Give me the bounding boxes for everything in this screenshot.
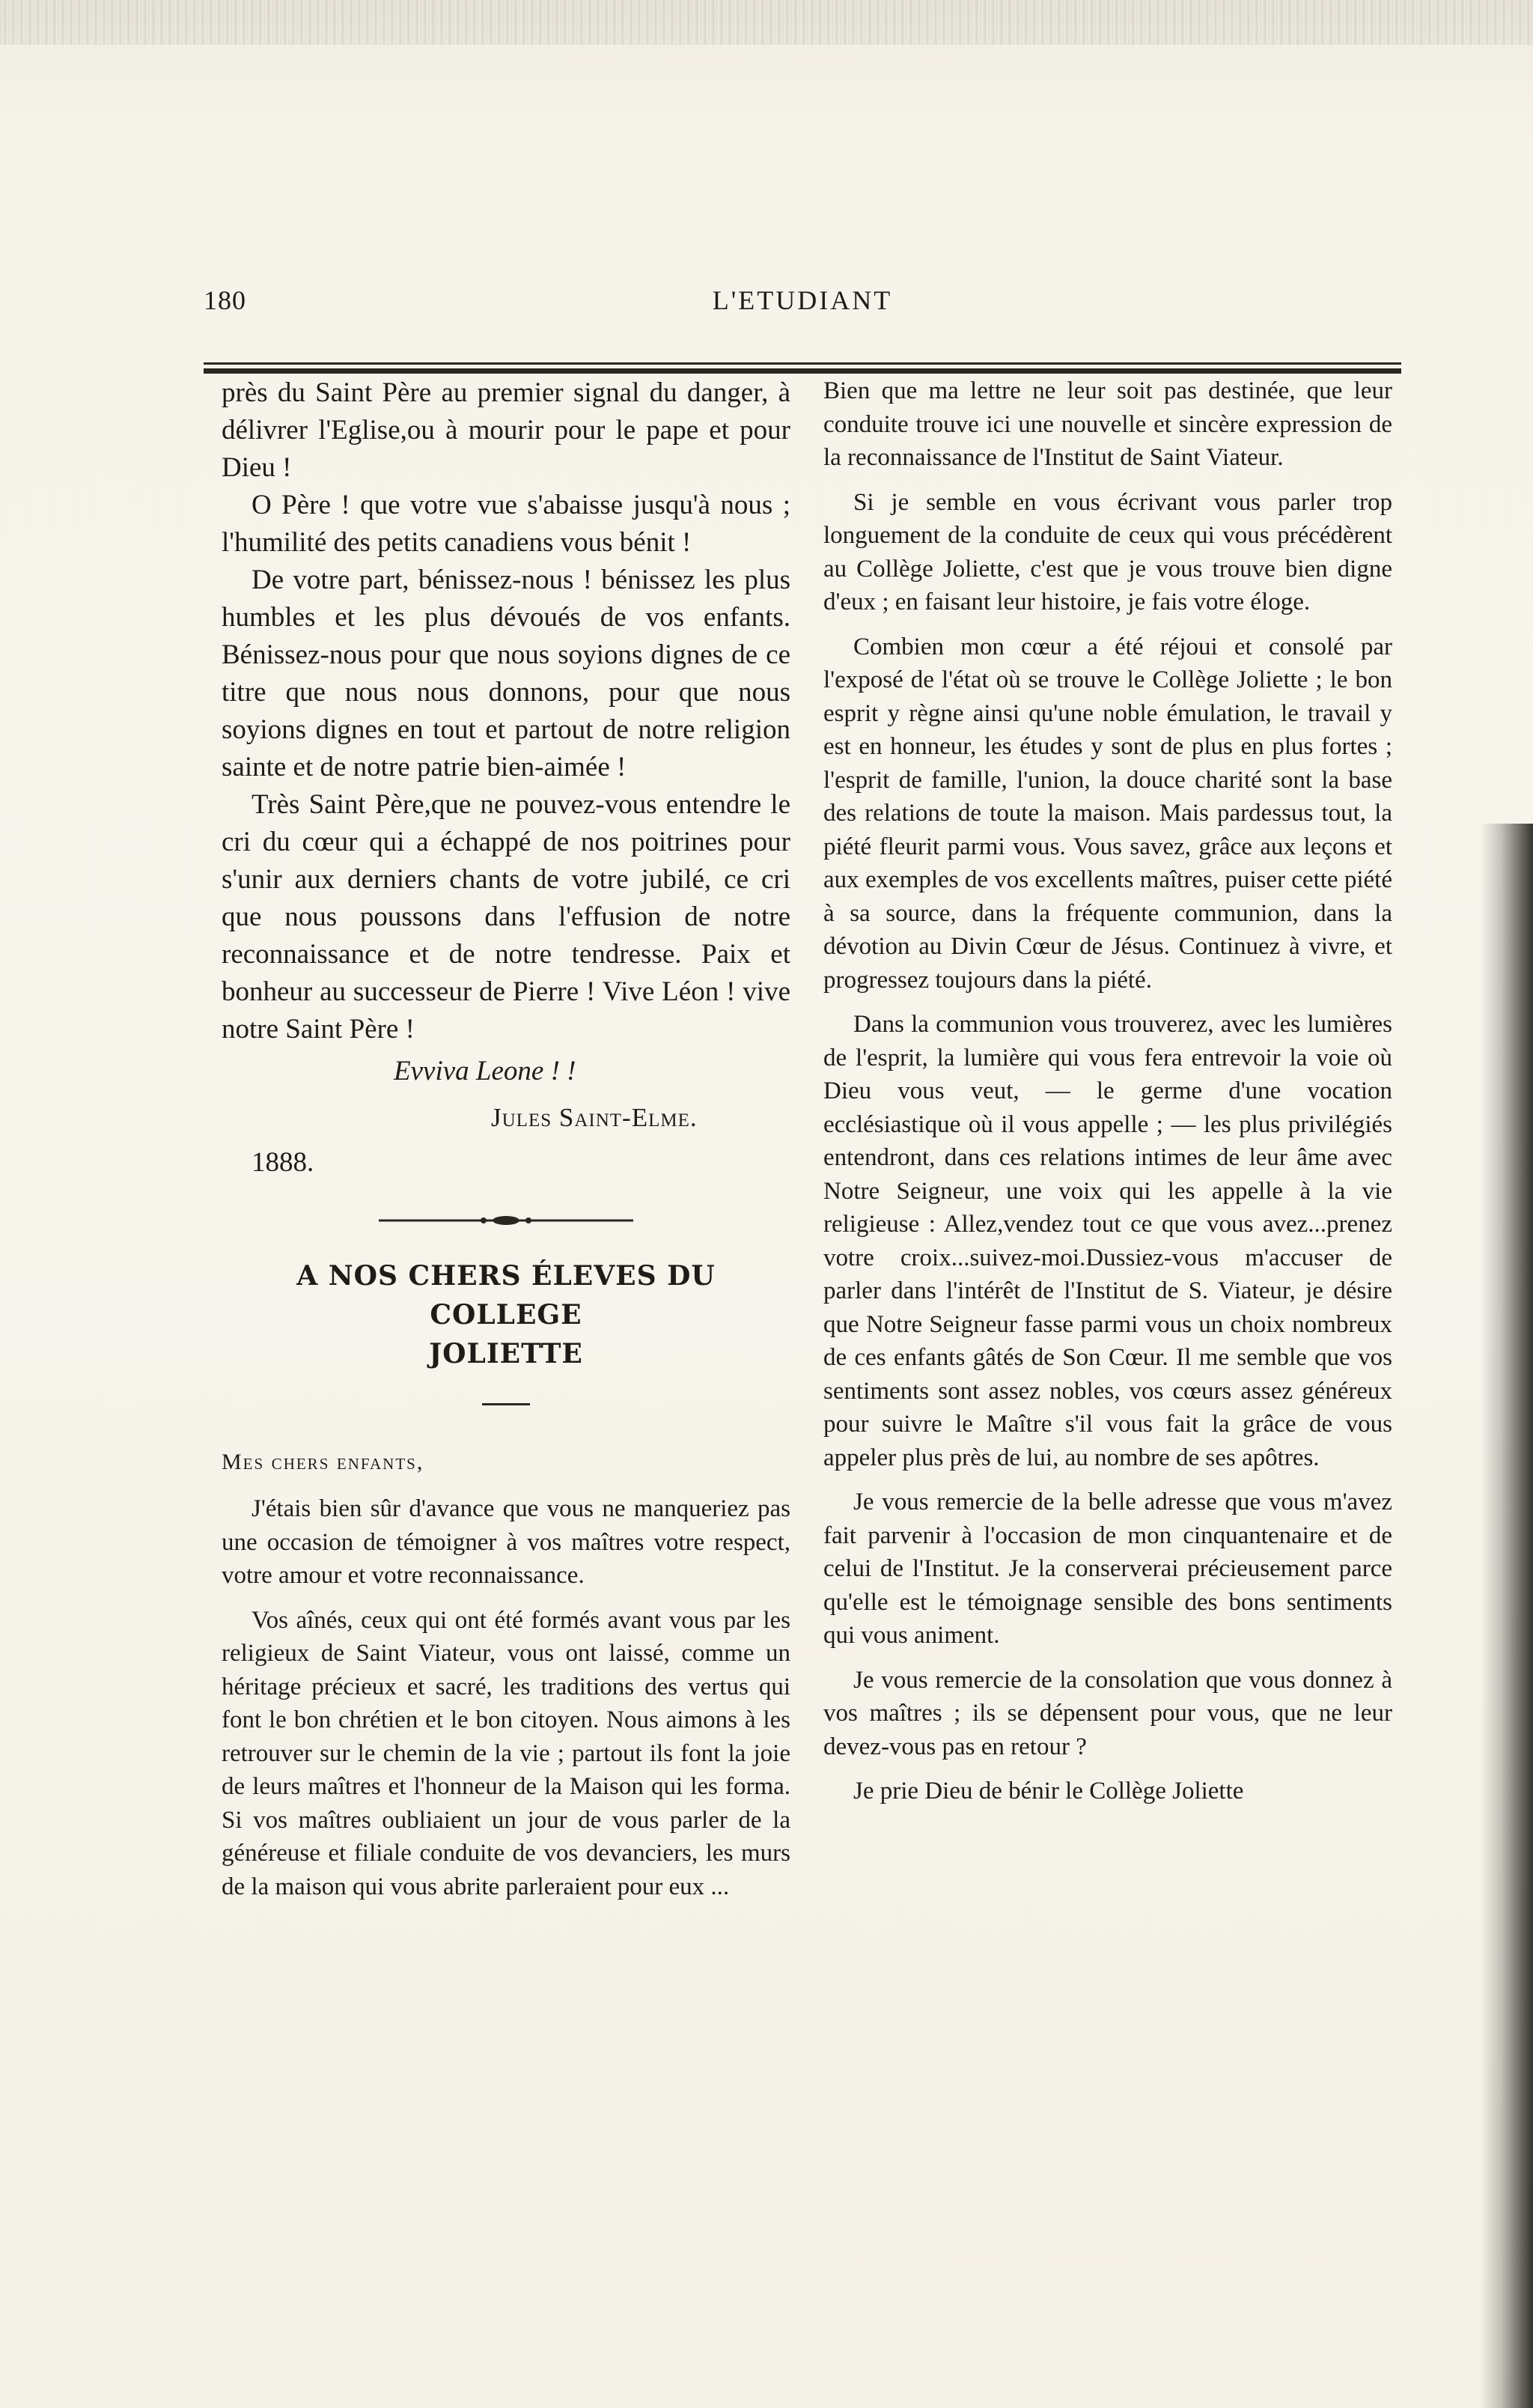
letter-continuation xyxy=(222,374,790,1048)
page-header xyxy=(204,285,1401,329)
paragraph: O Père ! que votre vue s'abaisse jusqu'à nous ; l'humilité des petits canadiens vous bénit ! xyxy=(222,490,790,558)
paragraph: près du Saint Père au premier signal du danger, à délivrer l'Eglise,ou à mourir pour le pape et pour Dieu ! xyxy=(222,377,790,483)
paragraph: Bien que ma lettre ne leur soit pas destinée, que leur conduite trouve ici une nouvelle et sincère expression de la reconnaissance de l'Institut de Saint Viateur. xyxy=(823,377,1392,471)
paragraph: Dans la communion vous trouverez, avec les lumières de l'esprit, la lumière qui vous fera entrevoir la voie où Dieu vous veut, — le germe d'une vocation ecclésiastique où il vous appelle ; — les plus privilégiés entendront, dans ces relations intimes de leur âme avec Notre Seigneur, une voix qui les appelle à la vie religieuse : Allez,vendez tout ce que vous avez...prenez votre croix...suivez-moi.Dussiez-vous m'accuser de parler dans l'intérêt de l'Institut de S. Viateur, je désire que Notre Seigneur fasse parmi vous un choix nombreux de ces enfants gâtés de Son Cœur. Il me semble que vos sentiments sont assez nobles, vos cœurs assez généreux pour suivre le Maître s'il vous fait la grâce de vous appeler plus près de lui, au nombre de ses apôtres. xyxy=(823,1011,1392,1471)
title-rule xyxy=(482,1403,530,1405)
article-title-line: JOLIETTE xyxy=(429,1338,583,1369)
header-rule-thin xyxy=(204,362,1401,365)
scan-noise-top xyxy=(0,0,1533,45)
paragraph: Combien mon cœur a été réjoui et consolé par l'exposé de l'état où se trouve le Collège Joliette ; le bon esprit y règne ainsi qu'une noble émulation, le travail y est en honneur, les études y sont de plus en plus fortes ; l'esprit de famille, l'union, la douce charité sont la base des relations de toute la maison. Mais pardessus tout, la piété fleurit parmi vous. Vous savez, grâce aux leçons et aux exemples de vos excellents maîtres, puiser cette piété à sa source, dans la fréquente communion, dans la dévotion au Divin Cœur de Jésus. Continuez à vivre, et progressez toujours dans la piété. xyxy=(823,633,1392,994)
scan-edge-shadow xyxy=(1481,824,1533,2408)
exclamation: Evviva Leone ! ! xyxy=(394,1056,576,1086)
paragraph: Très Saint Père,que ne pouvez-vous entendre le cri du cœur qui a échappé de nos poitrines pour s'unir aux derniers chants de votre jubilé, ce cri que nous poussons dans l'effusion de notre reconnaissance et de notre tendresse. Paix et bonheur au successeur de Pierre ! Vive Léon ! vive notre Saint Père ! xyxy=(222,789,790,1045)
signature: Jules Saint-Elme. xyxy=(491,1103,698,1132)
left-column xyxy=(222,374,790,1915)
paragraph: Je vous remercie de la consolation que vous donnez à vos maîtres ; ils se dépensent pour vous, que ne leur devez-vous pas en retour ? xyxy=(823,1666,1392,1760)
ornament-divider xyxy=(379,1211,633,1229)
paragraph: De votre part, bénissez-nous ! bénissez les plus humbles et les plus dévoués de vos enfants. Bénissez-nous pour que nous soyions dignes de ce titre que nous nous donnons, pour que nous soyions dignes en tout et partout de notre religion sainte et de notre patrie bien-aimée ! xyxy=(222,565,790,782)
paragraph: Je prie Dieu de bénir le Collège Joliette xyxy=(853,1778,1244,1805)
article-body-left xyxy=(222,1492,790,1903)
article-title xyxy=(222,1256,790,1373)
paragraph: Je vous remercie de la belle adresse que vous m'avez fait parvenir à l'occasion de mon cinquantenaire et de celui de l'Institut. Je la conserverai précieusement parce qu'elle est le témoignage sensible des bons sentiments qui vous animent. xyxy=(823,1489,1392,1649)
right-column xyxy=(823,374,1392,1819)
header-rule-thick xyxy=(204,368,1401,374)
paragraph: J'étais bien sûr d'avance que vous ne manqueriez pas une occasion de témoigner à vos maîtres votre respect, votre amour et votre reconnaissance. xyxy=(222,1495,790,1589)
salutation: Mes chers enfants, xyxy=(222,1450,424,1474)
date-line: 1888. xyxy=(252,1147,314,1178)
paragraph: Si je semble en vous écrivant vous parler trop longuement de la conduite de ceux qui vous précédèrent au Collège Joliette, c'est que je vous trouve bien digne d'eux ; en faisant leur histoire, je fais votre éloge. xyxy=(823,488,1392,615)
article-title-line: A NOS CHERS ÉLEVES DU COLLEGE xyxy=(296,1260,716,1331)
running-title: L'ETUDIANT xyxy=(712,285,893,315)
paragraph: Vos aînés, ceux qui ont été formés avant vous par les religieux de Saint Viateur, vous ont laissé, comme un héritage précieux et sacré, les traditions des vertus qui font le bon chrétien et le bon citoyen. Nous aimons à les retrouver sur le chemin de la vie ; partout ils font la joie de leurs maîtres et l'honneur de la Maison qui les forma. Si vos maîtres oubliaient un jour de vous parler de la généreuse et filiale conduite de vos devanciers, les murs de la maison qui vous abrite parleraient pour eux ... xyxy=(222,1606,790,1900)
page-number: 180 xyxy=(204,285,246,315)
